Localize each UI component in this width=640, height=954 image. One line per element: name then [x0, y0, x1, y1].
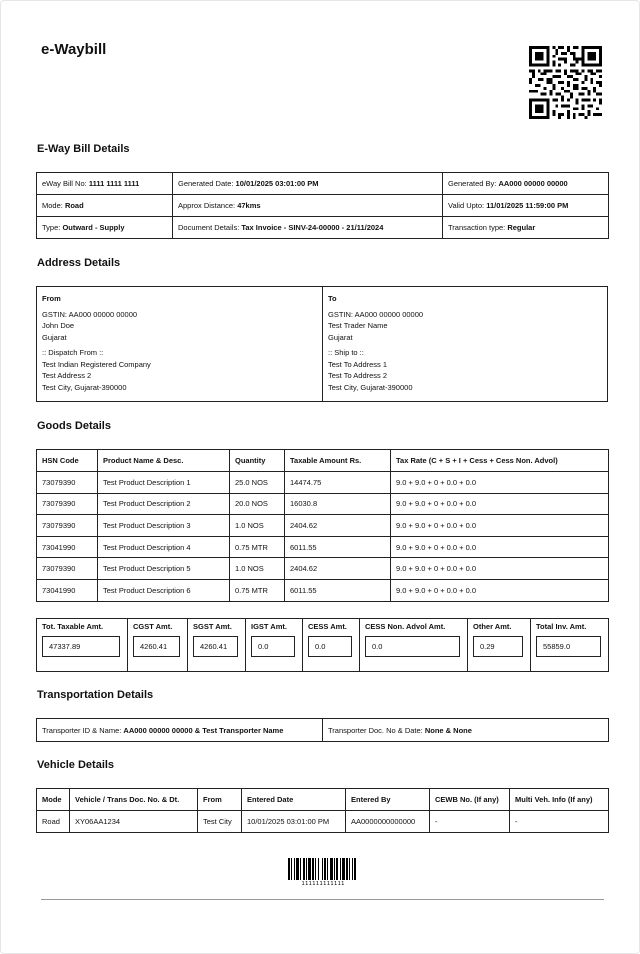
vehicle-number: XY06AA1234 — [70, 811, 198, 833]
ewb-bill-no-cell — [37, 173, 173, 195]
quantity: 0.75 MTR — [230, 579, 285, 601]
taxable-amount: 14474.75 — [285, 472, 391, 494]
type-value: Outward - Supply — [62, 223, 125, 232]
goods-header-hsn: HSN Code — [37, 450, 98, 472]
quantity: 1.0 NOS — [230, 558, 285, 580]
cess-value: 0.0 — [308, 636, 352, 657]
generated-by: AA000 00000 00000 — [498, 179, 568, 188]
label: Transporter Doc. No & Date: — [328, 725, 425, 735]
hsn-code: 73041990 — [37, 536, 98, 558]
tot-taxable-label: Tot. Taxable Amt. — [42, 622, 104, 631]
cgst-cell — [128, 619, 188, 672]
label: Approx Distance: — [178, 201, 238, 210]
quantity: 1.0 NOS — [230, 515, 285, 537]
address-to — [323, 287, 607, 401]
table-row — [37, 579, 609, 601]
doc-details: Tax Invoice - SINV-24-00000 - 21/11/2024 — [241, 223, 384, 232]
ewb-details-table — [36, 172, 609, 239]
document-title: e-Waybill — [41, 41, 107, 58]
generated-date: 10/01/2025 03:01:00 PM — [235, 179, 319, 188]
ship-line1: Test To Address 1 — [328, 359, 388, 369]
ship-line2: Test To Address 2 — [328, 371, 388, 380]
cess-non-advol-label: CESS Non. Advol Amt. — [365, 622, 446, 631]
goods-header-product: Product Name & Desc. — [98, 450, 230, 472]
goods-table — [36, 449, 609, 602]
vehicle-entered-by: AA0000000000000 — [346, 811, 430, 833]
dispatch-line1: Test Indian Registered Company — [42, 359, 151, 369]
taxable-amount: 6011.55 — [285, 536, 391, 558]
label: Valid Upto: — [448, 201, 487, 210]
qr-code-icon — [529, 46, 602, 119]
tax-rate: 9.0 + 9.0 + 0 + 0.0 + 0.0 — [391, 558, 609, 580]
tot-taxable-cell — [37, 619, 128, 672]
hsn-code: 73079390 — [37, 493, 98, 515]
label: eWay Bill No: — [42, 179, 89, 188]
table-row — [37, 558, 609, 580]
table-row — [37, 515, 609, 537]
address-from — [37, 287, 323, 401]
tax-rate: 9.0 + 9.0 + 0 + 0.0 + 0.0 — [391, 536, 609, 558]
transporter-doc: None & None — [424, 725, 472, 735]
igst-label: IGST Amt. — [251, 622, 287, 631]
dispatch-from-label: :: Dispatch From :: — [42, 348, 104, 357]
totals-table — [36, 618, 609, 672]
label: Mode: — [42, 201, 65, 210]
total-inv-label: Total Inv. Amt. — [536, 622, 587, 631]
hsn-code: 73079390 — [37, 515, 98, 537]
transport-table — [36, 718, 609, 742]
ship-to-label: :: Ship to :: — [328, 348, 364, 357]
quantity: 0.75 MTR — [230, 536, 285, 558]
vehicle-multi-veh: - — [510, 811, 609, 833]
goods-header-taxable: Taxable Amount Rs. — [285, 450, 391, 472]
barcode-number: 111111111111 — [301, 881, 345, 887]
to-state: Gujarat — [328, 332, 353, 342]
product-desc: Test Product Description 6 — [98, 579, 230, 601]
type-cell — [37, 217, 173, 239]
vehicle-mode: Road — [37, 811, 70, 833]
ship-city: Test City, Gujarat-390000 — [328, 382, 413, 392]
tax-rate: 9.0 + 9.0 + 0 + 0.0 + 0.0 — [391, 515, 609, 537]
ewb-details-title: E-Way Bill Details — [37, 143, 130, 155]
hsn-code: 73079390 — [37, 472, 98, 494]
other-amt-value: 0.29 — [473, 636, 523, 657]
vehicle-table — [36, 788, 609, 833]
to-heading: To — [328, 294, 337, 303]
sgst-value: 4260.41 — [193, 636, 238, 657]
tax-rate: 9.0 + 9.0 + 0 + 0.0 + 0.0 — [391, 472, 609, 494]
label: Generated Date: — [178, 179, 236, 188]
quantity: 25.0 NOS — [230, 472, 285, 494]
label: Generated By: — [448, 179, 499, 188]
vehicle-header-entered-by: Entered By — [346, 789, 430, 811]
vehicle-header-mode: Mode — [37, 789, 70, 811]
igst-value: 0.0 — [251, 636, 295, 657]
from-gstin: GSTIN: AA000 00000 00000 — [42, 309, 138, 319]
tot-taxable-value: 47337.89 — [42, 636, 120, 657]
table-row — [37, 536, 609, 558]
product-desc: Test Product Description 2 — [98, 493, 230, 515]
product-desc: Test Product Description 1 — [98, 472, 230, 494]
table-row — [37, 493, 609, 515]
label: Transaction type: — [448, 223, 508, 232]
product-desc: Test Product Description 4 — [98, 536, 230, 558]
goods-header-taxrate: Tax Rate (C + S + I + Cess + Cess Non. Advol) — [391, 450, 609, 472]
total-inv-value: 55859.0 — [536, 636, 601, 657]
dispatch-line2: Test Address 2 — [42, 371, 92, 380]
hsn-code: 73041990 — [37, 579, 98, 601]
vehicle-header-cewb: CEWB No. (If any) — [430, 789, 510, 811]
taxable-amount: 2404.62 — [285, 558, 391, 580]
tax-rate: 9.0 + 9.0 + 0 + 0.0 + 0.0 — [391, 493, 609, 515]
from-heading: From — [42, 294, 61, 303]
table-row — [37, 811, 609, 833]
vehicle-details-title: Vehicle Details — [37, 759, 115, 771]
transporter-id-name: AA000 00000 00000 & Test Transporter Name — [123, 725, 284, 735]
vehicle-entered-date: 10/01/2025 03:01:00 PM — [242, 811, 346, 833]
taxable-amount: 16030.8 — [285, 493, 391, 515]
txn-type-cell — [443, 217, 609, 239]
vehicle-from: Test City — [198, 811, 242, 833]
goods-header-quantity: Quantity — [230, 450, 285, 472]
valid-upto-cell — [443, 195, 609, 217]
cess-non-advol-value: 0.0 — [365, 636, 460, 657]
vehicle-header-multi-veh: Multi Veh. Info (If any) — [510, 789, 609, 811]
table-row — [37, 472, 609, 494]
address-details-title: Address Details — [37, 257, 121, 269]
transporter-doc-cell — [323, 719, 609, 742]
dispatch-city: Test City, Gujarat-390000 — [42, 382, 127, 392]
label: Transporter ID & Name: — [42, 725, 124, 735]
vehicle-header-entered-date: Entered Date — [242, 789, 346, 811]
transporter-cell — [37, 719, 323, 742]
hsn-code: 73079390 — [37, 558, 98, 580]
taxable-amount: 2404.62 — [285, 515, 391, 537]
label: Document Details: — [178, 223, 242, 232]
barcode-icon — [288, 858, 358, 880]
ewb-bill-no: 1111 1111 1111 — [88, 179, 140, 188]
cess-non-advol-cell — [360, 619, 468, 672]
to-gstin: GSTIN: AA000 00000 00000 — [328, 309, 424, 319]
doc-details-cell — [173, 217, 443, 239]
valid-upto: 11/01/2025 11:59:00 PM — [486, 201, 569, 210]
txn-type: Regular — [507, 223, 536, 232]
footer-divider — [41, 899, 604, 900]
other-amt-cell — [468, 619, 531, 672]
generated-by-cell — [443, 173, 609, 195]
vehicle-cewb: - — [430, 811, 510, 833]
taxable-amount: 6011.55 — [285, 579, 391, 601]
sgst-label: SGST Amt. — [193, 622, 232, 631]
vehicle-header-from: From — [198, 789, 242, 811]
other-amt-label: Other Amt. — [473, 622, 512, 631]
vehicle-header-doc: Vehicle / Trans Doc. No. & Dt. — [70, 789, 198, 811]
quantity: 20.0 NOS — [230, 493, 285, 515]
sgst-cell — [188, 619, 246, 672]
total-inv-cell — [531, 619, 609, 672]
from-name: John Doe — [42, 321, 75, 330]
product-desc: Test Product Description 5 — [98, 558, 230, 580]
distance-cell — [173, 195, 443, 217]
cess-cell — [303, 619, 360, 672]
generated-date-cell — [173, 173, 443, 195]
igst-cell — [246, 619, 303, 672]
product-desc: Test Product Description 3 — [98, 515, 230, 537]
cess-label: CESS Amt. — [308, 622, 347, 631]
transportation-details-title: Transportation Details — [37, 689, 154, 701]
mode-cell — [37, 195, 173, 217]
cgst-label: CGST Amt. — [133, 622, 173, 631]
tax-rate: 9.0 + 9.0 + 0 + 0.0 + 0.0 — [391, 579, 609, 601]
mode-value: Road — [64, 201, 84, 210]
goods-details-title: Goods Details — [37, 420, 111, 432]
distance-value: 47kms — [237, 201, 261, 210]
address-box — [36, 286, 608, 402]
to-name: Test Trader Name — [328, 321, 388, 330]
cgst-value: 4260.41 — [133, 636, 180, 657]
from-state: Gujarat — [42, 332, 67, 342]
label: Type: — [42, 223, 63, 232]
